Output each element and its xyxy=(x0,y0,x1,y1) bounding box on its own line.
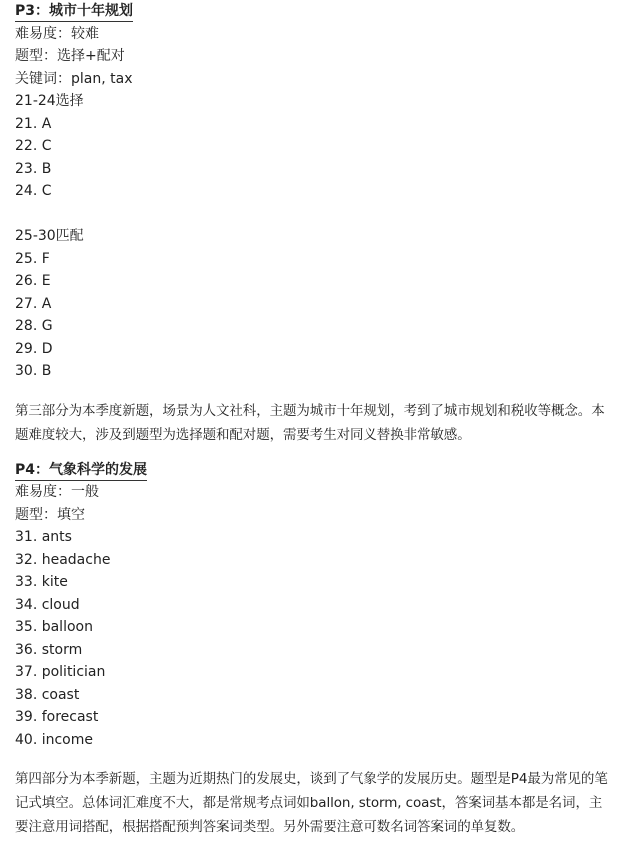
answer-line: 29. D xyxy=(15,340,53,357)
answer-line: 26. E xyxy=(15,273,51,289)
blank-line xyxy=(15,203,615,226)
group-heading-multiple-choice: 21-24选择 xyxy=(15,93,84,109)
section-summary-p3: 第三部分为本季度新题，场景为人文社科，主题为城市十年规划，考到了城市规划和税收等概念。本题难度较大，涉及到题型为选择题和配对题，需要考生对同义替换非常敏感。 xyxy=(15,402,605,443)
section-title-p3: P3：城市十年规划 xyxy=(15,1,133,22)
answer-line: 35. balloon xyxy=(15,619,93,635)
answer-line: 39. forecast xyxy=(15,709,99,725)
answer-line: 25. F xyxy=(15,250,50,267)
answer-line: 24. C xyxy=(15,183,52,199)
question-type-line: 题型：填空 xyxy=(15,506,85,523)
answer-line: 32. headache xyxy=(15,551,111,568)
answer-line: 28. G xyxy=(15,318,53,334)
answer-line: 34. cloud xyxy=(15,596,80,613)
answer-line: 31. ants xyxy=(15,529,72,545)
answer-line: 33. kite xyxy=(15,574,68,590)
section-summary-p4: 第四部分为本季新题，主题为近期热门的发展史，谈到了气象学的发展历史。题型是P4最为常见的笔记式填空。总体词汇难度不大，都是常规考点词如ballon, storm, coast，答案词基本都是名词，主要注意用词搭配，根据搭配预判答案词类型。另外需要注意可数名词答案词的单复数。 xyxy=(15,771,608,835)
section-p3 xyxy=(15,0,615,447)
answer-line: 22. C xyxy=(15,138,52,154)
answer-line: 23. B xyxy=(15,160,52,177)
answer-line: 37. politician xyxy=(15,664,106,680)
group-heading-matching: 25-30匹配 xyxy=(15,228,84,244)
section-title-p4: P4：气象科学的发展 xyxy=(15,460,147,481)
difficulty-line: 难易度：一般 xyxy=(15,484,99,500)
section-p4 xyxy=(15,459,615,840)
answer-line: 27. A xyxy=(15,295,52,312)
difficulty-line: 难易度：较难 xyxy=(15,25,99,42)
answer-line: 21. A xyxy=(15,115,52,132)
answer-line: 36. storm xyxy=(15,641,83,658)
question-type-line: 题型：选择+配对 xyxy=(15,48,125,64)
answer-line: 38. coast xyxy=(15,686,80,703)
answer-line: 30. B xyxy=(15,363,52,379)
keywords-line: 关键词：plan, tax xyxy=(15,70,133,87)
answer-line: 40. income xyxy=(15,731,93,748)
